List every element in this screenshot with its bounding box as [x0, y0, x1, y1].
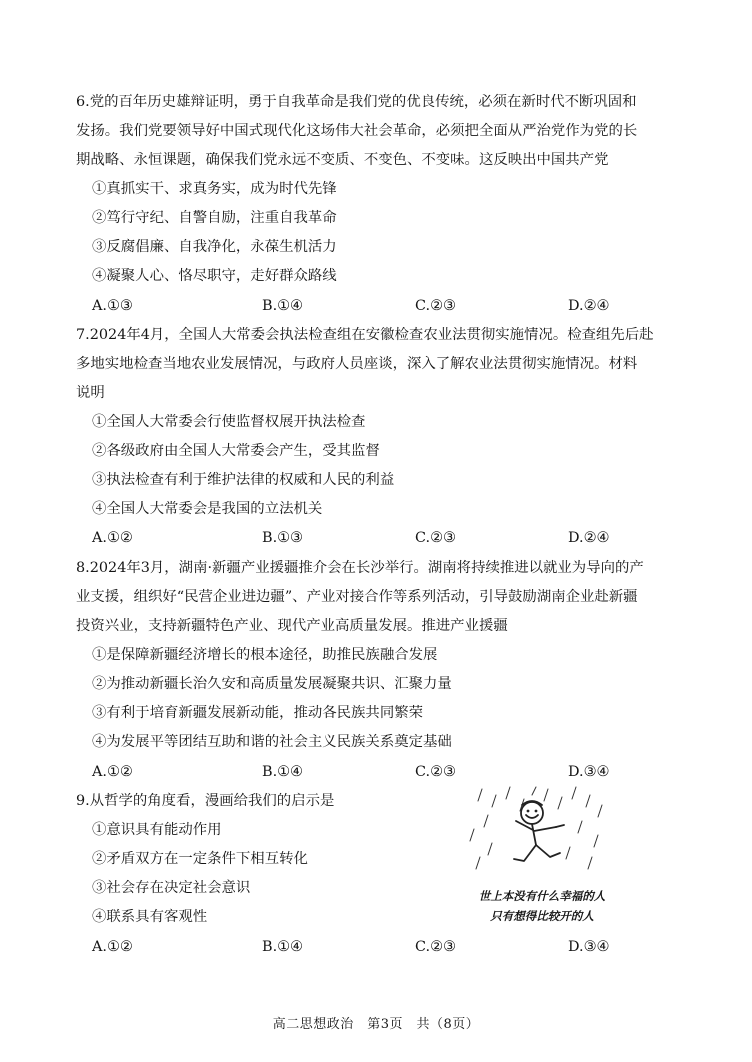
- question-9-option-2: ②矛盾双方在一定条件下相互转化: [92, 851, 308, 867]
- question-9-option-4: ④联系具有客观性: [92, 909, 208, 925]
- question-8-answer-b: B.①④: [262, 764, 303, 780]
- question-6-option-4: ④凝聚人心、恪尽职守，走好群众路线: [92, 268, 337, 284]
- question-8-answer-c: C.②③: [415, 764, 456, 780]
- question-6-answer-b: B.①④: [262, 298, 303, 314]
- comic-caption-line-2: 只有想得比较开的人: [490, 909, 594, 923]
- question-7-answer-b: B.①③: [262, 530, 303, 546]
- question-9-option-1: ①意识具有能动作用: [92, 822, 222, 838]
- comic-drawing: [452, 785, 632, 877]
- question-8-line-2: 业支援，组织好“民营企业进边疆”、产业对接合作等系列活动，引导鼓励湖南企业赴新疆: [76, 589, 638, 605]
- question-9-answer-d: D.③④: [568, 939, 610, 955]
- question-7-line-1: 7.2024年4月，全国人大常委会执法检查组在安徽检查农业法贯彻实施情况。检查组先后赴: [76, 327, 654, 343]
- question-8-answer-d: D.③④: [568, 764, 610, 780]
- question-7-answer-c: C.②③: [415, 530, 456, 546]
- question-9-line-1: 9.从哲学的角度看，漫画给我们的启示是: [76, 793, 335, 809]
- question-9-option-3: ③社会存在决定社会意识: [92, 880, 251, 896]
- comic-illustration: [452, 785, 632, 925]
- question-6-line-1: 6.党的百年历史雄辩证明，勇于自我革命是我们党的优良传统，必须在新时代不断巩固和: [76, 94, 637, 110]
- question-7-option-4: ④全国人大常委会是我国的立法机关: [92, 501, 323, 517]
- question-8-option-3: ③有利于培育新疆发展新动能，推动各民族共同繁荣: [92, 705, 423, 721]
- question-7-line-3: 说明: [76, 385, 105, 401]
- question-9-answer-c: C.②③: [415, 939, 456, 955]
- question-9-answer-a: A.①②: [92, 939, 133, 955]
- question-6-answer-c: C.②③: [415, 298, 456, 314]
- question-6-option-1: ①真抓实干、求真务实，成为时代先锋: [92, 181, 337, 197]
- question-6-option-3: ③反腐倡廉、自我净化，永葆生机活力: [92, 239, 337, 255]
- question-7-option-2: ②各级政府由全国人大常委会产生，受其监督: [92, 443, 380, 459]
- question-8-option-1: ①是保障新疆经济增长的根本途径，助推民族融合发展: [92, 647, 438, 663]
- comic-caption-line-1: 世上本没有什么幸福的人: [478, 889, 606, 903]
- question-7-option-1: ①全国人大常委会行使监督权展开执法检查: [92, 414, 366, 430]
- question-8-line-1: 8.2024年3月，湖南·新疆产业援疆推介会在长沙举行。湖南将持续推进以就业为导向的产: [76, 560, 644, 576]
- question-9-answer-b: B.①④: [262, 939, 303, 955]
- question-7-line-2: 多地实地检查当地农业发展情况，与政府人员座谈，深入了解农业法贯彻实施情况。材料: [76, 356, 638, 372]
- question-6-line-3: 期战略、永恒课题，确保我们党永远不变质、不变色、不变味。这反映出中国共产党: [76, 152, 609, 168]
- question-6-answer-a: A.①③: [92, 298, 133, 314]
- question-7-option-3: ③执法检查有利于维护法律的权威和人民的利益: [92, 472, 395, 488]
- question-6-line-2: 发扬。我们党要领导好中国式现代化这场伟大社会革命，必须把全面从严治党作为党的长: [76, 123, 638, 139]
- question-8-answer-a: A.①②: [92, 764, 133, 780]
- question-6-option-2: ②笃行守纪、自警自励，注重自我革命: [92, 210, 337, 226]
- question-7-answer-d: D.②④: [568, 530, 610, 546]
- question-6-answer-d: D.②④: [568, 298, 610, 314]
- question-8-option-2: ②为推动新疆长治久安和高质量发展凝聚共识、汇聚力量: [92, 676, 452, 692]
- page-footer: 高二思想政治 第3页 共（8页）: [272, 1017, 480, 1032]
- question-8-option-4: ④为发展平等团结互助和谐的社会主义民族关系奠定基础: [92, 734, 452, 750]
- question-7-answer-a: A.①②: [92, 530, 133, 546]
- question-8-line-3: 投资兴业，支持新疆特色产业、现代产业高质量发展。推进产业援疆: [76, 618, 508, 634]
